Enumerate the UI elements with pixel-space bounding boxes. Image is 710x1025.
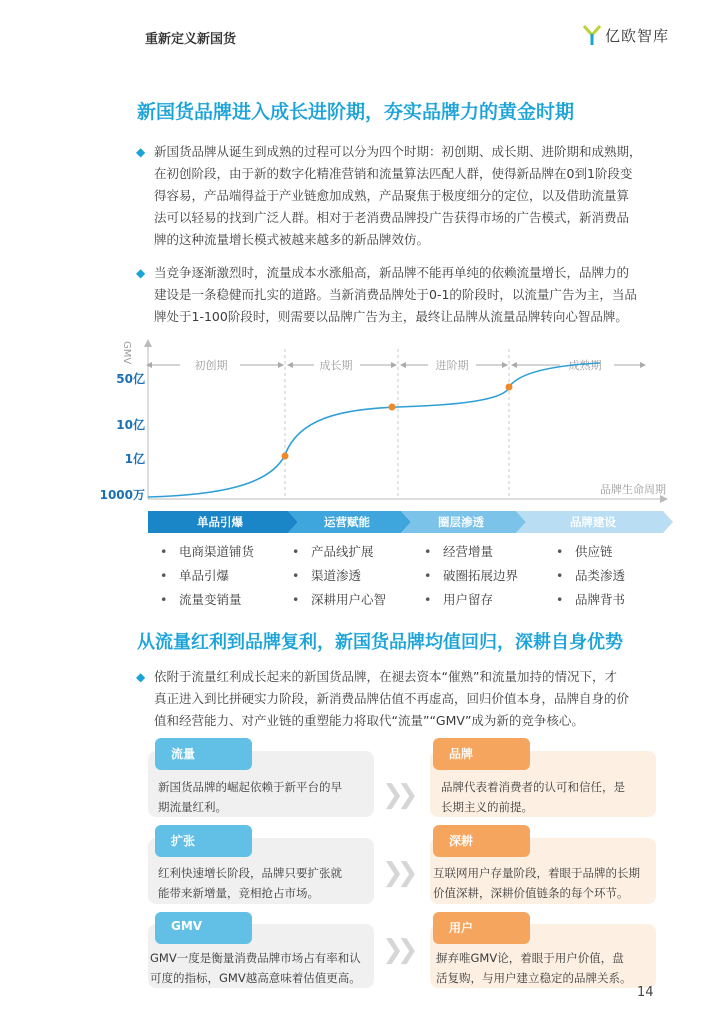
list-item: • 产品线扩展 — [292, 540, 386, 564]
list-item: • 深耕用户心智 — [292, 588, 386, 612]
stage-label: 初创期 — [194, 359, 228, 372]
text-line: 值和经营能力、对产业链的重塑能力将取代“流量”“GMV”成为新的竞争核心。 — [154, 713, 584, 728]
text-line: 互联网用户存量阶段，着眼于品牌的长期 — [433, 866, 640, 880]
text-line: 依附于流量红利成长起来的新国货品牌，在褪去资本“催熟”和流量加持的情况下，才 — [154, 669, 617, 684]
text-line: 价值深耕，深耕价值链条的每个环节。 — [433, 886, 629, 900]
card-user-text — [436, 948, 654, 988]
section2-title: 从流量红利到品牌复利，新国货品牌均值回归，深耕自身优势 — [137, 632, 623, 653]
growth-stage-chart — [0, 335, 710, 510]
phase-bar — [148, 511, 675, 533]
tag-deepening: 深耕 — [433, 825, 530, 857]
text-line: 牌的这种流量增长模式被越来越多的新品牌效仿。 — [154, 232, 430, 247]
list-item: • 单品引爆 — [160, 564, 254, 588]
list-item: • 破圈拓展边界 — [424, 564, 518, 588]
section1-paragraph-1 — [136, 141, 674, 251]
brand-logo — [582, 24, 669, 46]
text-line: 长期主义的前提。 — [441, 800, 533, 814]
stage-label: 成熟期 — [568, 359, 602, 372]
page-number: 14 — [637, 985, 654, 1000]
chevron-right-icon: ❯❯ — [382, 780, 412, 810]
section1-paragraph-2 — [136, 262, 674, 328]
y-axis-label: GMV — [121, 341, 132, 365]
phase-items-1 — [160, 540, 254, 612]
list-item: • 品类渗透 — [556, 564, 625, 588]
tag-traffic: 流量 — [155, 738, 252, 770]
text-line: 红利快速增长阶段，品牌只要扩张就 — [158, 866, 342, 880]
section2-paragraph-1 — [136, 666, 674, 732]
card-brand-text — [441, 777, 653, 817]
tag-gmv: GMV — [155, 912, 252, 944]
text-line: 品牌代表着消费者的认可和信任，是 — [441, 780, 625, 794]
text-line: 得容易，产品端得益于产业链愈加成熟，产品聚焦于极度细分的定位，以及借助流量算 — [154, 188, 630, 203]
phase-label: 圈层渗透 — [438, 515, 484, 529]
text-line: 可度的指标，GMV越高意味着估值更高。 — [150, 971, 361, 985]
tag-user: 用户 — [433, 912, 530, 944]
text-line: 当竞争逐渐激烈时，流量成本水涨船高，新品牌不能再单纯的依赖流量增长，品牌力的 — [154, 265, 630, 280]
text-line: 摒弃唯GMV论，着眼于用户价值，盘 — [436, 951, 624, 965]
phase-items-2 — [292, 540, 386, 612]
section1-title: 新国货品牌进入成长进阶期，夯实品牌力的黄金时期 — [137, 101, 575, 123]
card-gmv-text — [150, 948, 372, 988]
text-line: 法可以轻易的找到广泛人群。相对于老消费品牌投广告获得市场的广告模式，新消费品 — [154, 210, 630, 225]
phase-label: 运营赋能 — [324, 515, 370, 529]
list-item: • 流量变销量 — [160, 588, 254, 612]
y-tick-label: 1000万 — [99, 488, 145, 502]
x-axis-label: 品牌生命周期 — [600, 483, 666, 496]
highlight-point — [389, 404, 396, 411]
tag-brand: 品牌 — [433, 738, 530, 770]
text-line: 期流量红利。 — [158, 800, 227, 814]
stage-advance — [400, 358, 508, 372]
stage-initial — [146, 358, 284, 372]
text-line: 新国货品牌从诞生到成熟的过程可以分为四个时期：初创期、成长期、进阶期和成熟期， — [154, 144, 642, 159]
phase-items-4 — [556, 540, 625, 612]
text-line: 在初创阶段，由于新的数字化精准营销和流量算法匹配人群，使得新品牌在0到1阶段变 — [154, 166, 633, 181]
diamond-bullet-icon: ◆ — [136, 670, 146, 684]
highlight-point — [282, 453, 289, 460]
tag-expansion: 扩张 — [155, 825, 252, 857]
text-line: GMV一度是衡量消费品牌市场占有率和认 — [150, 951, 361, 965]
text-line: 建设是一条稳健而扎实的道路。当新消费品牌处于0-1的阶段时，以流量广告为主，当品 — [154, 287, 637, 302]
text-line: 活复购，与用户建立稳定的品牌关系。 — [436, 971, 632, 985]
text-line: 真正进入到比拼硬实力阶段，新消费品牌估值不再虚高，回归价值本身，品牌自身的价 — [154, 691, 630, 706]
card-expansion-text — [158, 863, 370, 903]
x-axis-arrow-icon — [660, 495, 668, 503]
stage-label: 进阶期 — [435, 359, 469, 372]
list-item: • 品牌背书 — [556, 588, 625, 612]
y-tick-label: 10亿 — [116, 418, 145, 432]
stage-growth — [287, 358, 397, 372]
highlight-point — [506, 384, 513, 391]
report-header-title: 重新定义新国货 — [145, 32, 237, 47]
text-line: 新国货品牌的崛起依赖于新平台的早 — [158, 780, 342, 794]
diamond-bullet-icon: ◆ — [136, 145, 146, 159]
list-item: • 供应链 — [556, 540, 625, 564]
phase-items-3 — [424, 540, 518, 612]
logo-text: 亿欧智库 — [605, 26, 670, 45]
list-item: • 渠道渗透 — [292, 564, 386, 588]
card-traffic-text — [158, 777, 370, 817]
y-tick-label: 50亿 — [116, 372, 145, 386]
y-axis-arrow-icon — [144, 339, 152, 347]
phase-label: 品牌建设 — [570, 515, 616, 529]
list-item: • 经营增量 — [424, 540, 518, 564]
list-item: • 用户留存 — [424, 588, 518, 612]
growth-curve — [148, 363, 600, 497]
logo-mark-icon — [582, 24, 602, 46]
text-line: 能带来新增量，竞相抢占市场。 — [158, 886, 319, 900]
list-item: • 电商渠道铺货 — [160, 540, 254, 564]
chevron-right-icon: ❯❯ — [382, 858, 412, 888]
phase-label: 单品引爆 — [197, 515, 243, 529]
card-deepening-text — [433, 863, 655, 903]
stage-label: 成长期 — [319, 359, 353, 372]
text-line: 牌处于1-100阶段时，则需要以品牌广告为主，最终让品牌从流量品牌转向心智品牌。 — [154, 309, 628, 324]
chevron-right-icon: ❯❯ — [382, 935, 412, 965]
y-tick-label: 1亿 — [124, 452, 145, 466]
diamond-bullet-icon: ◆ — [136, 266, 146, 280]
